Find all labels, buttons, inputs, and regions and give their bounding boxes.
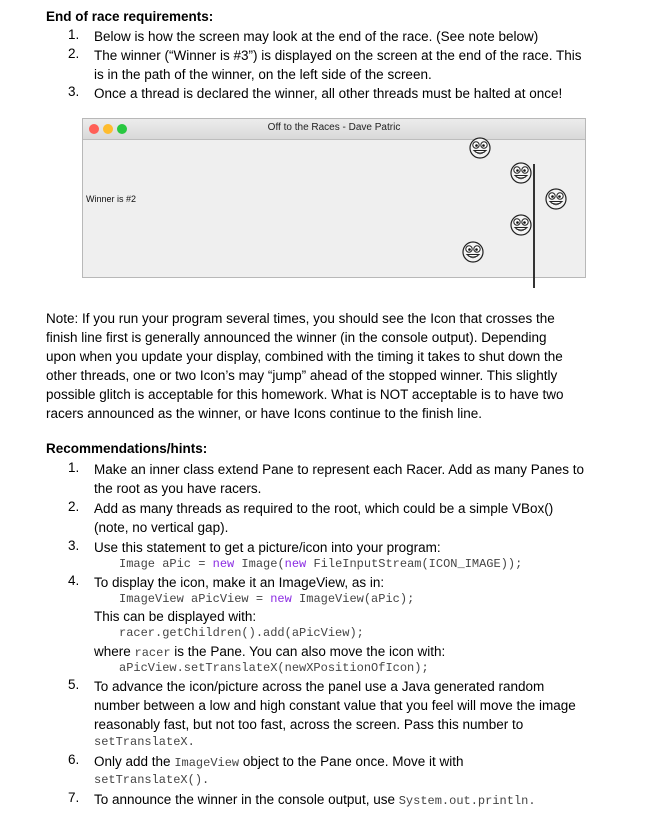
code-snippet: ImageView aPicView = new ImageView(aPic);: [119, 592, 415, 606]
list-item: Add as many threads as required to the root, which could be a simple VBox(): [94, 501, 554, 516]
code-snippet: setTranslateX().: [94, 773, 210, 787]
code-snippet: Image aPic = new Image(new FileInputStream(ICON_IMAGE));: [119, 557, 523, 571]
list-number: 6.: [68, 752, 80, 767]
smiley-face-icon: [510, 214, 532, 236]
note-line: other threads, one or two Icon’s may “jump” ahead of the stopped winner. This slightly: [46, 368, 558, 383]
list-item: the root as you have racers.: [94, 481, 262, 496]
section-title-end-of-race: End of race requirements:: [46, 9, 214, 24]
smiley-face-icon: [510, 162, 532, 184]
note-line: upon when you update your display, combined with the timing it takes to shut down the: [46, 349, 563, 364]
note-line: finish line first is generally announced the winner (in the console output). Depending: [46, 330, 547, 345]
smiley-face-icon: [545, 188, 567, 210]
list-item: To display the icon, make it an ImageView, as in:: [94, 575, 385, 590]
code-snippet: racer.getChildren().add(aPicView);: [119, 626, 364, 640]
note-line: racers announced as the winner, or have Icons continue to the finish line.: [46, 406, 483, 421]
list-number: 2.: [68, 46, 80, 61]
section-title-recommendations: Recommendations/hints:: [46, 441, 208, 456]
smiley-face-icon: [469, 137, 491, 159]
list-item: This can be displayed with:: [94, 609, 257, 624]
list-item: Make an inner class extend Pane to represent each Racer. Add as many Panes to: [94, 462, 585, 477]
list-item: To advance the icon/picture across the panel use a Java generated random: [94, 679, 545, 694]
list-item: where racer is the Pane. You can also move the icon with:: [94, 644, 446, 660]
race-canvas: [83, 140, 585, 277]
list-number: 3.: [68, 538, 80, 553]
window-title: Off to the Races - Dave Patric: [267, 122, 401, 133]
list-number: 5.: [68, 677, 80, 692]
winner-label: Winner is #2: [86, 194, 137, 204]
smiley-face-icon: [462, 241, 484, 263]
list-number: 1.: [68, 27, 80, 42]
code-snippet: aPicView.setTranslateX(newXPositionOfIcon);: [119, 661, 429, 675]
list-item: number between a low and high constant value that you feel will move the image: [94, 698, 576, 713]
race-window-screenshot: [82, 118, 586, 278]
window-titlebar: [83, 119, 585, 140]
list-item: Once a thread is declared the winner, all other threads must be halted at once!: [94, 86, 563, 101]
note-line: Note: If you run your program several times, you should see the Icon that crosses the: [46, 311, 555, 326]
list-number: 1.: [68, 460, 80, 475]
code-snippet: setTranslateX.: [94, 735, 195, 749]
list-number: 2.: [68, 499, 80, 514]
note-line: possible glitch is acceptable for this homework. What is NOT acceptable is to have two: [46, 387, 564, 402]
list-number: 3.: [68, 84, 80, 99]
list-item: (note, no vertical gap).: [94, 520, 229, 535]
list-item: Only add the ImageView object to the Pane once. Move it with: [94, 754, 464, 770]
finish-line: [533, 164, 535, 288]
list-item: reasonably fast, but not too fast, across the screen. Pass this number to: [94, 717, 524, 732]
list-number: 4.: [68, 573, 80, 588]
list-item: Use this statement to get a picture/icon into your program:: [94, 540, 441, 555]
list-item: is in the path of the winner, on the left side of the screen.: [94, 67, 432, 82]
list-item: Below is how the screen may look at the end of the race. (See note below): [94, 29, 539, 44]
list-item: The winner (“Winner is #3”) is displayed on the screen at the end of the race. This: [94, 48, 582, 63]
list-item: To announce the winner in the console output, use System.out.println.: [94, 792, 536, 808]
list-number: 7.: [68, 790, 80, 805]
